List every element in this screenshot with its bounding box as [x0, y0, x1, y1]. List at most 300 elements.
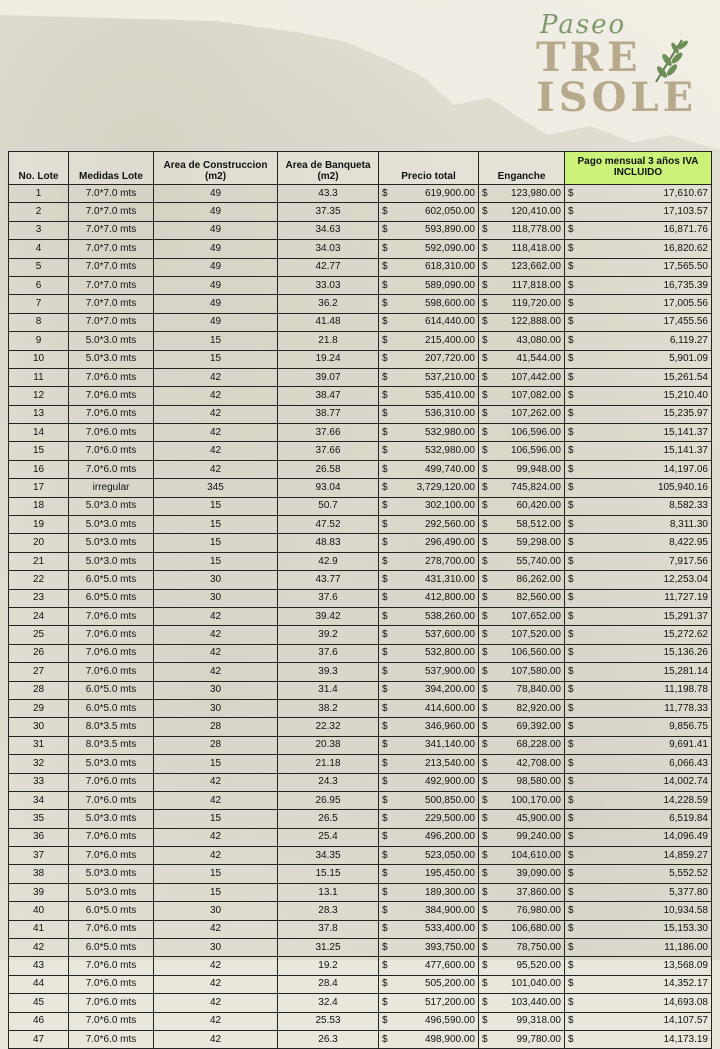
cell-precio — [379, 571, 479, 589]
currency-symbol: $ — [382, 702, 388, 714]
cell-banqueta: 38.47 — [278, 387, 379, 405]
cell-medidas: 5.0*3.0 mts — [69, 534, 154, 552]
cell-construccion: 42 — [154, 1012, 278, 1030]
cell-enganche — [479, 663, 565, 681]
cell-construccion: 30 — [154, 939, 278, 957]
cell-enganche — [479, 552, 565, 570]
currency-symbol: $ — [382, 1015, 388, 1027]
amount: 15,153.30 — [663, 923, 708, 935]
cell-construccion: 30 — [154, 699, 278, 717]
amount: 43,080.00 — [516, 334, 561, 346]
currency-symbol: $ — [482, 389, 488, 401]
cell-lote: 13 — [9, 405, 69, 423]
currency-symbol: $ — [382, 408, 388, 420]
cell-medidas: 5.0*3.0 mts — [69, 810, 154, 828]
cell-banqueta: 33.03 — [278, 276, 379, 294]
cell-precio — [379, 939, 479, 957]
cell-precio — [379, 644, 479, 662]
cell-precio — [379, 607, 479, 625]
amount: 15,141.37 — [663, 426, 708, 438]
currency-symbol: $ — [568, 261, 574, 273]
currency-symbol: $ — [382, 261, 388, 273]
currency-symbol: $ — [482, 886, 488, 898]
amount: 15,235.97 — [663, 408, 708, 420]
table-row — [9, 626, 712, 644]
currency-symbol: $ — [568, 353, 574, 365]
currency-symbol: $ — [568, 794, 574, 806]
amount: 107,652.00 — [510, 610, 561, 622]
cell-pago — [565, 791, 712, 809]
cell-banqueta: 42.77 — [278, 258, 379, 276]
table-row — [9, 387, 712, 405]
olive-branch-icon — [648, 36, 688, 86]
amount: 523,050.00 — [424, 849, 475, 861]
cell-construccion: 42 — [154, 663, 278, 681]
table-row — [9, 295, 712, 313]
amount: 213,540.00 — [424, 757, 475, 769]
currency-symbol: $ — [568, 941, 574, 953]
cell-banqueta: 25.53 — [278, 1012, 379, 1030]
currency-symbol: $ — [568, 573, 574, 585]
amount: 76,980.00 — [516, 904, 561, 916]
cell-banqueta: 43.77 — [278, 571, 379, 589]
cell-pago — [565, 387, 712, 405]
cell-lote: 28 — [9, 681, 69, 699]
cell-lote: 40 — [9, 902, 69, 920]
cell-medidas: 7.0*6.0 mts — [69, 442, 154, 460]
cell-medidas: 6.0*5.0 mts — [69, 902, 154, 920]
cell-lote: 42 — [9, 939, 69, 957]
amount: 119,720.00 — [511, 298, 561, 310]
amount: 537,600.00 — [424, 629, 475, 641]
logo-word-1: TRE — [536, 34, 642, 81]
currency-symbol: $ — [482, 187, 488, 199]
currency-symbol: $ — [382, 886, 388, 898]
cell-lote: 5 — [9, 258, 69, 276]
cell-banqueta: 19.24 — [278, 350, 379, 368]
amount: 82,560.00 — [516, 592, 561, 604]
cell-lote: 19 — [9, 516, 69, 534]
cell-enganche — [479, 185, 565, 203]
cell-medidas: 7.0*6.0 mts — [69, 644, 154, 662]
cell-lote: 27 — [9, 663, 69, 681]
amount: 195,450.00 — [424, 868, 475, 880]
cell-construccion: 42 — [154, 387, 278, 405]
cell-construccion: 15 — [154, 755, 278, 773]
currency-symbol: $ — [482, 647, 488, 659]
currency-symbol: $ — [568, 592, 574, 604]
amount: 500,850.00 — [424, 794, 475, 806]
table-row — [9, 607, 712, 625]
currency-symbol: $ — [482, 242, 488, 254]
currency-symbol: $ — [382, 794, 388, 806]
cell-construccion: 345 — [154, 479, 278, 497]
cell-enganche — [479, 258, 565, 276]
currency-symbol: $ — [568, 996, 574, 1008]
cell-precio — [379, 902, 479, 920]
currency-symbol: $ — [568, 206, 574, 218]
amount: 532,800.00 — [424, 647, 475, 659]
cell-pago — [565, 865, 712, 883]
cell-pago — [565, 534, 712, 552]
table-row — [9, 221, 712, 239]
cell-lote: 12 — [9, 387, 69, 405]
currency-symbol: $ — [568, 978, 574, 990]
amount: 14,002.74 — [663, 776, 708, 788]
cell-banqueta: 39.42 — [278, 607, 379, 625]
cell-banqueta: 32.4 — [278, 994, 379, 1012]
cell-precio — [379, 332, 479, 350]
currency-symbol: $ — [382, 684, 388, 696]
cell-pago — [565, 516, 712, 534]
cell-pago — [565, 479, 712, 497]
amount: 592,090.00 — [424, 242, 475, 254]
amount: 189,300.00 — [424, 886, 475, 898]
amount: 106,680.00 — [510, 923, 561, 935]
cell-precio — [379, 1030, 479, 1048]
cell-enganche — [479, 460, 565, 478]
currency-symbol: $ — [482, 334, 488, 346]
cell-medidas: 5.0*3.0 mts — [69, 332, 154, 350]
table-row — [9, 350, 712, 368]
cell-medidas: 7.0*6.0 mts — [69, 405, 154, 423]
cell-medidas: 7.0*6.0 mts — [69, 626, 154, 644]
cell-construccion: 49 — [154, 240, 278, 258]
amount: 614,440.00 — [424, 316, 475, 328]
amount: 104,610.00 — [510, 849, 561, 861]
currency-symbol: $ — [568, 187, 574, 199]
currency-symbol: $ — [568, 647, 574, 659]
cell-precio — [379, 847, 479, 865]
currency-symbol: $ — [568, 776, 574, 788]
amount: 15,281.14 — [663, 665, 708, 677]
cell-enganche — [479, 607, 565, 625]
cell-lote: 8 — [9, 313, 69, 331]
cell-pago — [565, 663, 712, 681]
cell-construccion: 49 — [154, 203, 278, 221]
cell-medidas: 7.0*6.0 mts — [69, 607, 154, 625]
amount: 384,900.00 — [424, 904, 475, 916]
cell-construccion: 15 — [154, 516, 278, 534]
currency-symbol: $ — [482, 1015, 488, 1027]
cell-enganche — [479, 276, 565, 294]
table-row — [9, 902, 712, 920]
cell-banqueta: 39.3 — [278, 663, 379, 681]
amount: 492,900.00 — [424, 776, 475, 788]
currency-symbol: $ — [382, 665, 388, 677]
cell-banqueta: 26.95 — [278, 791, 379, 809]
amount: 68,228.00 — [516, 739, 561, 751]
amount: 12,253.04 — [663, 573, 708, 585]
amount: 8,311.30 — [669, 518, 708, 530]
amount: 11,778.33 — [664, 702, 708, 714]
table-row — [9, 975, 712, 993]
amount: 14,352.17 — [663, 978, 708, 990]
cell-pago — [565, 939, 712, 957]
cell-precio — [379, 276, 479, 294]
amount: 499,740.00 — [424, 463, 475, 475]
table-row — [9, 810, 712, 828]
cell-pago — [565, 442, 712, 460]
cell-precio — [379, 552, 479, 570]
currency-symbol: $ — [482, 518, 488, 530]
amount: 37,860.00 — [516, 886, 561, 898]
amount: 5,377.80 — [669, 886, 708, 898]
amount: 6,519.84 — [669, 812, 708, 824]
cell-medidas: 7.0*7.0 mts — [69, 203, 154, 221]
cell-enganche — [479, 994, 565, 1012]
cell-enganche — [479, 516, 565, 534]
amount: 14,197.06 — [663, 463, 708, 475]
amount: 6,066.43 — [669, 757, 708, 769]
cell-banqueta: 24.3 — [278, 773, 379, 791]
amount: 589,090.00 — [424, 279, 475, 291]
amount: 78,840.00 — [516, 684, 561, 696]
amount: 15,136.26 — [663, 647, 708, 659]
cell-lote: 21 — [9, 552, 69, 570]
cell-lote: 1 — [9, 185, 69, 203]
cell-banqueta: 37.66 — [278, 442, 379, 460]
cell-banqueta: 47.52 — [278, 516, 379, 534]
amount: 15,291.37 — [663, 610, 708, 622]
amount: 107,442.00 — [510, 371, 561, 383]
amount: 17,610.67 — [663, 187, 708, 199]
amount: 296,490.00 — [424, 537, 475, 549]
cell-banqueta: 31.25 — [278, 939, 379, 957]
cell-medidas: 7.0*7.0 mts — [69, 313, 154, 331]
cell-enganche — [479, 350, 565, 368]
cell-pago — [565, 847, 712, 865]
currency-symbol: $ — [482, 261, 488, 273]
table-row — [9, 1030, 712, 1048]
cell-construccion: 42 — [154, 791, 278, 809]
cell-medidas: 7.0*6.0 mts — [69, 460, 154, 478]
currency-symbol: $ — [568, 224, 574, 236]
cell-lote: 7 — [9, 295, 69, 313]
currency-symbol: $ — [482, 353, 488, 365]
amount: 120,410.00 — [510, 206, 561, 218]
cell-precio — [379, 1012, 479, 1030]
cell-medidas: 7.0*6.0 mts — [69, 424, 154, 442]
amount: 78,750.00 — [516, 941, 561, 953]
cell-precio — [379, 240, 479, 258]
amount: 69,392.00 — [516, 721, 561, 733]
table-row — [9, 442, 712, 460]
amount: 118,778.00 — [511, 224, 561, 236]
cell-banqueta: 41.48 — [278, 313, 379, 331]
amount: 118,418.00 — [511, 242, 561, 254]
cell-pago — [565, 332, 712, 350]
currency-symbol: $ — [568, 665, 574, 677]
amount: 394,200.00 — [424, 684, 475, 696]
currency-symbol: $ — [482, 849, 488, 861]
amount: 16,735.39 — [663, 279, 708, 291]
table-row — [9, 479, 712, 497]
amount: 412,800.00 — [424, 592, 475, 604]
currency-symbol: $ — [382, 334, 388, 346]
currency-symbol: $ — [568, 812, 574, 824]
cell-lote: 35 — [9, 810, 69, 828]
cell-lote: 17 — [9, 479, 69, 497]
cell-precio — [379, 185, 479, 203]
amount: 5,901.09 — [669, 353, 708, 365]
table-row — [9, 773, 712, 791]
currency-symbol: $ — [382, 812, 388, 824]
amount: 14,107.57 — [663, 1015, 708, 1027]
cell-precio — [379, 681, 479, 699]
table-row — [9, 755, 712, 773]
table-row — [9, 516, 712, 534]
cell-precio — [379, 350, 479, 368]
table-row — [9, 534, 712, 552]
cell-enganche — [479, 810, 565, 828]
cell-medidas: 8.0*3.5 mts — [69, 718, 154, 736]
currency-symbol: $ — [382, 978, 388, 990]
header-banqueta: Area de Banqueta (m2) — [278, 152, 379, 185]
currency-symbol: $ — [568, 408, 574, 420]
cell-lote: 4 — [9, 240, 69, 258]
cell-medidas: 7.0*6.0 mts — [69, 847, 154, 865]
amount: 9,856.75 — [669, 721, 708, 733]
currency-symbol: $ — [482, 610, 488, 622]
currency-symbol: $ — [382, 996, 388, 1008]
table-row — [9, 994, 712, 1012]
cell-banqueta: 48.83 — [278, 534, 379, 552]
cell-banqueta: 34.63 — [278, 221, 379, 239]
amount: 117,818.00 — [511, 279, 561, 291]
amount: 7,917.56 — [669, 555, 708, 567]
cell-banqueta: 26.3 — [278, 1030, 379, 1048]
cell-pago — [565, 736, 712, 754]
currency-symbol: $ — [382, 537, 388, 549]
currency-symbol: $ — [568, 242, 574, 254]
cell-precio — [379, 516, 479, 534]
cell-medidas: 7.0*6.0 mts — [69, 994, 154, 1012]
cell-enganche — [479, 644, 565, 662]
cell-pago — [565, 1030, 712, 1048]
table-row — [9, 589, 712, 607]
cell-banqueta: 28.4 — [278, 975, 379, 993]
cell-medidas: 5.0*3.0 mts — [69, 497, 154, 515]
cell-precio — [379, 920, 479, 938]
amount: 346,960.00 — [424, 721, 475, 733]
currency-symbol: $ — [382, 389, 388, 401]
table-row — [9, 460, 712, 478]
cell-medidas: 5.0*3.0 mts — [69, 516, 154, 534]
currency-symbol: $ — [568, 371, 574, 383]
cell-lote: 32 — [9, 755, 69, 773]
amount: 8,422.95 — [669, 537, 708, 549]
cell-pago — [565, 883, 712, 901]
cell-enganche — [479, 571, 565, 589]
amount: 536,310.00 — [424, 408, 475, 420]
cell-banqueta: 26.58 — [278, 460, 379, 478]
cell-precio — [379, 442, 479, 460]
amount: 99,780.00 — [516, 1033, 561, 1045]
currency-symbol: $ — [482, 904, 488, 916]
cell-banqueta: 37.6 — [278, 589, 379, 607]
currency-symbol: $ — [568, 923, 574, 935]
currency-symbol: $ — [482, 592, 488, 604]
cell-enganche — [479, 773, 565, 791]
currency-symbol: $ — [482, 812, 488, 824]
cell-pago — [565, 295, 712, 313]
header-medidas: Medidas Lote — [69, 152, 154, 185]
cell-enganche — [479, 313, 565, 331]
cell-medidas: 8.0*3.5 mts — [69, 736, 154, 754]
currency-symbol: $ — [568, 868, 574, 880]
currency-symbol: $ — [382, 923, 388, 935]
currency-symbol: $ — [482, 978, 488, 990]
cell-construccion: 42 — [154, 920, 278, 938]
amount: 11,186.00 — [664, 941, 708, 953]
header-lote: No. Lote — [9, 152, 69, 185]
cell-medidas: 7.0*7.0 mts — [69, 276, 154, 294]
currency-symbol: $ — [568, 279, 574, 291]
cell-enganche — [479, 920, 565, 938]
amount: 602,050.00 — [424, 206, 475, 218]
cell-enganche — [479, 534, 565, 552]
cell-lote: 46 — [9, 1012, 69, 1030]
cell-banqueta: 21.8 — [278, 332, 379, 350]
cell-construccion: 15 — [154, 332, 278, 350]
currency-symbol: $ — [568, 298, 574, 310]
amount: 95,520.00 — [516, 960, 561, 972]
cell-precio — [379, 828, 479, 846]
currency-symbol: $ — [382, 573, 388, 585]
table-row — [9, 791, 712, 809]
currency-symbol: $ — [382, 279, 388, 291]
cell-pago — [565, 681, 712, 699]
cell-construccion: 15 — [154, 810, 278, 828]
table-row — [9, 828, 712, 846]
cell-banqueta: 34.35 — [278, 847, 379, 865]
currency-symbol: $ — [482, 316, 488, 328]
table-row — [9, 258, 712, 276]
currency-symbol: $ — [568, 721, 574, 733]
currency-symbol: $ — [568, 849, 574, 861]
cell-lote: 25 — [9, 626, 69, 644]
cell-lote: 14 — [9, 424, 69, 442]
currency-symbol: $ — [568, 904, 574, 916]
amount: 15,210.40 — [663, 389, 708, 401]
amount: 107,520.00 — [510, 629, 561, 641]
amount: 86,262.00 — [516, 573, 561, 585]
currency-symbol: $ — [482, 224, 488, 236]
amount: 123,662.00 — [510, 261, 561, 273]
cell-lote: 20 — [9, 534, 69, 552]
cell-construccion: 30 — [154, 589, 278, 607]
cell-pago — [565, 368, 712, 386]
cell-pago — [565, 405, 712, 423]
cell-precio — [379, 865, 479, 883]
paseo-tre-isole-logo — [530, 8, 710, 121]
amount: 15,141.37 — [663, 445, 708, 457]
cell-enganche — [479, 405, 565, 423]
currency-symbol: $ — [382, 721, 388, 733]
table-row — [9, 699, 712, 717]
amount: 105,940.16 — [657, 481, 708, 493]
amount: 99,318.00 — [516, 1015, 561, 1027]
table-row — [9, 185, 712, 203]
table-row — [9, 276, 712, 294]
cell-precio — [379, 718, 479, 736]
cell-enganche — [479, 791, 565, 809]
table-row — [9, 736, 712, 754]
amount: 619,900.00 — [424, 187, 475, 199]
cell-lote: 11 — [9, 368, 69, 386]
cell-banqueta: 15.15 — [278, 865, 379, 883]
